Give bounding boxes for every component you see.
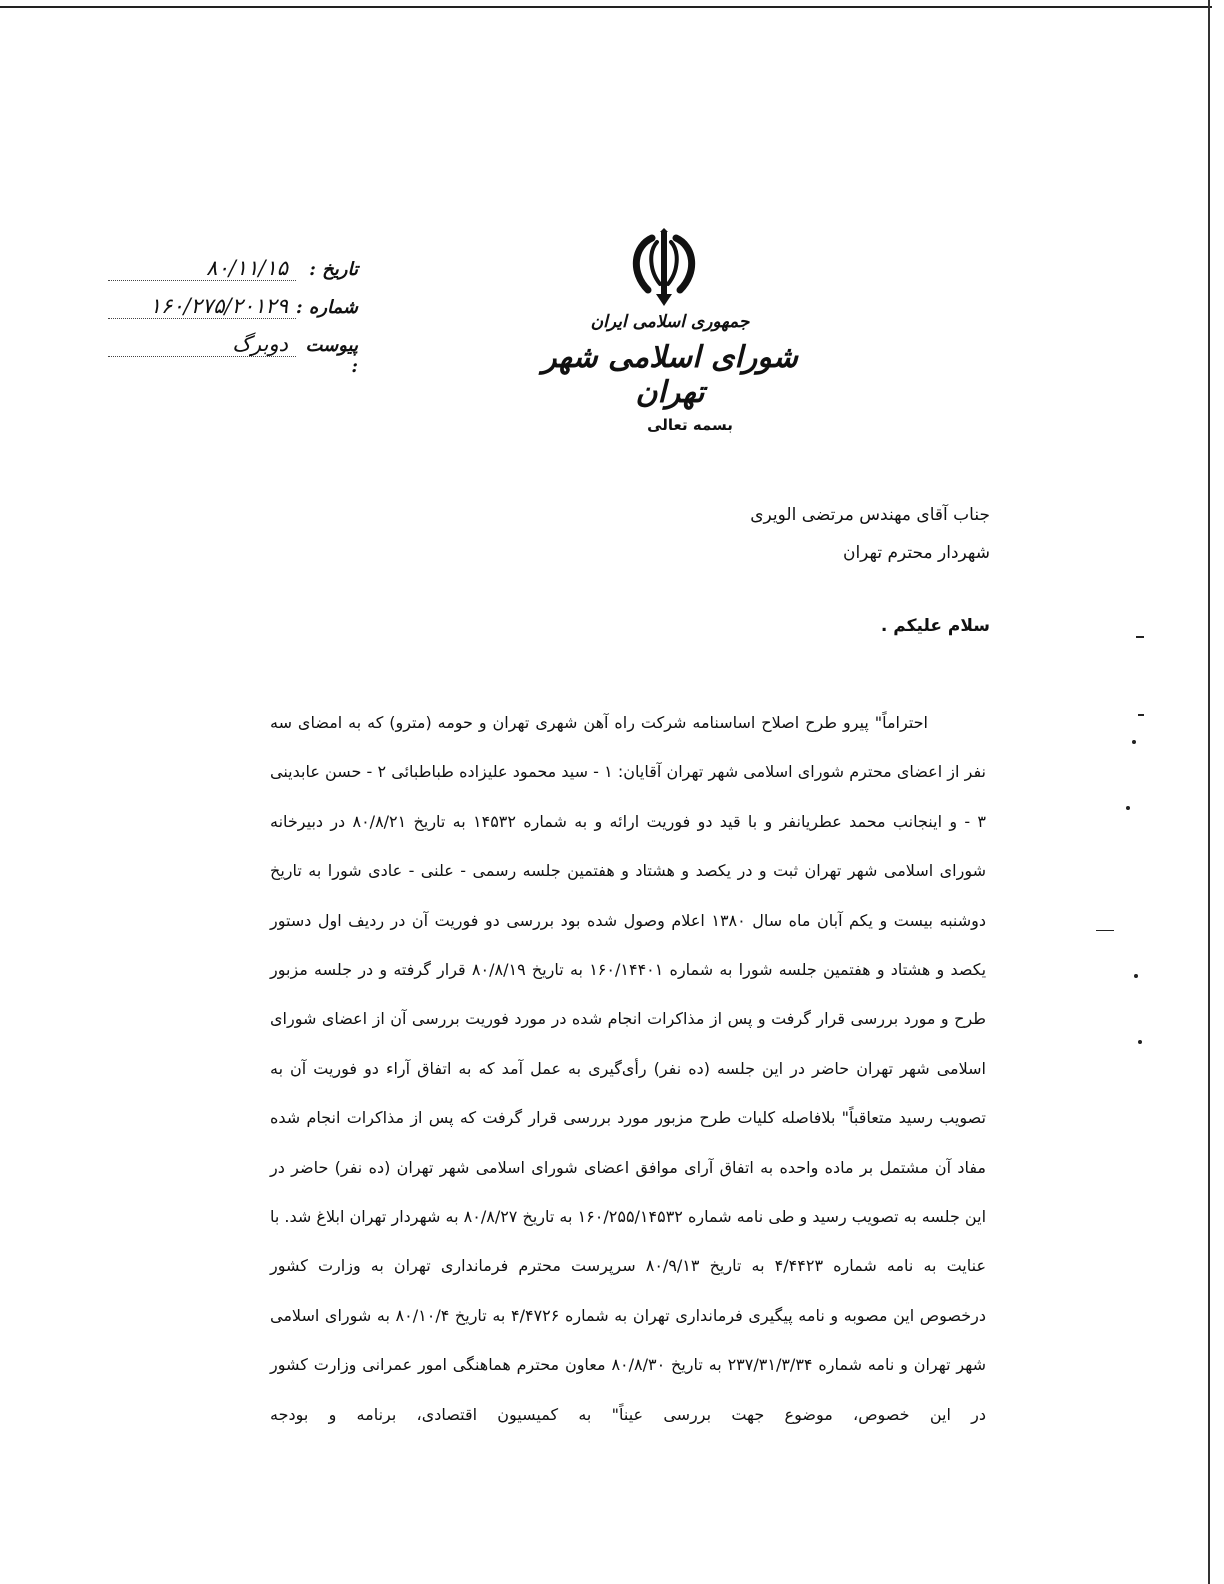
margin-dot: [1132, 740, 1136, 744]
letter-body: [270, 698, 986, 1439]
attachment-row: [108, 332, 358, 377]
body-paragraph: احتراماً" پیرو طرح اصلاح اساسنامه شرکت راه آهن شهری تهران و حومه (مترو) که به امضای سه نفر از اعضای محترم شورای اسلامی شهر تهران آقایان: ۱ - سید محمود علیزاده طباطبائی ۲ - حسن عابدینی ۳ - و اینجانب محمد عطریانفر و با قید دو فوریت ارائه و به شماره ۱۴۵۳۲ به تاریخ ۸۰/۸/۲۱ در دبیرخانه شورای اسلامی شهر تهران ثبت و در یکصد و هشتاد و هفتمین جلسه رسمی - علنی - عادی شورا به تاریخ دوشنبه بیست و یکم آبان ماه سال ۱۳۸۰ اعلام وصول شده بود بررسی دو فوریت آن در ردیف اول دستور یکصد و هشتاد و هفتمین جلسه شورا به شماره ۱۶۰/۱۴۴۰۱ به تاریخ ۸۰/۸/۱۹ قرار گرفته و در جلسه مزبور طرح و مورد بررسی قرار گرفت و پس از مذاکرات انجام شده در مورد فوریت بررسی آن از اعضای شورای اسلامی شهر تهران حاضر در این جلسه (ده نفر) رأی‌گیری به عمل آمد که به اتفاق آراء دو فوریت آن به تصویب رسید متعاقباً" بلافاصله کلیات طرح مزبور مورد بررسی قرار گرفت که پس از مذاکرات انجام شده مفاد آن مشتمل بر ماده واحده به اتفاق آرای موافق اعضای شورای اسلامی شهر تهران (ده نفر) حاضر در این جلسه به تصویب رسید و طی نامه شماره ۱۶۰/۲۵۵/۱۴۵۳۲ به تاریخ ۸۰/۸/۲۷ به شهردار تهران ابلاغ شد. با عنایت به نامه شماره ۴/۴۴۲۳ به تاریخ ۸۰/۹/۱۳ سرپرست محترم فرمانداری تهران به وزارت کشور درخصوص این مصوبه و نامه پیگیری فرمانداری تهران به شماره ۴/۴۷۲۶ به تاریخ ۸۰/۱۰/۴ به شورای اسلامی شهر تهران و نامه شماره ۲۳۷/۳۱/۳/۳۴ به تاریخ ۸۰/۸/۳۰ معاون محترم هماهنگی امور عمرانی وزارت کشور در این خصوص، موضوع جهت بررسی عیناً" به کمیسیون اقتصادی، برنامه و بودجه: [270, 713, 987, 1424]
margin-dot: [1126, 806, 1130, 810]
salutation: سلام علیکم .: [880, 616, 990, 636]
number-value: ۱۶۰/۲۷۵/۲۰۱۲۹: [108, 294, 296, 319]
letter-meta: [108, 256, 358, 377]
iran-emblem-icon: [622, 228, 706, 312]
margin-mark: [1136, 636, 1144, 638]
margin-mark: [1096, 930, 1114, 931]
margin-mark: [1138, 714, 1144, 716]
number-label: شماره :: [295, 297, 358, 318]
date-row: [108, 256, 358, 294]
attachment-label: پیوست :: [305, 335, 358, 377]
addressee-title: شهردار محترم تهران: [842, 543, 990, 563]
republic-title: جمهوری اسلامی ایران: [590, 312, 750, 332]
right-border-line: [1208, 0, 1210, 1584]
date-value: ۸۰/۱۱/۱۵: [108, 256, 296, 281]
margin-dot: [1134, 974, 1138, 978]
council-title: شورای اسلامی شهر تهران: [542, 340, 798, 410]
top-border-line: [0, 6, 1212, 8]
addressee-name: جناب آقای مهندس مرتضی الویری: [750, 505, 990, 525]
margin-dot: [1138, 1040, 1142, 1044]
letterhead: [540, 312, 800, 434]
attachment-value: دوبرگ: [108, 332, 296, 357]
besmeh-text: بسمه تعالی: [647, 416, 733, 434]
addressee: [750, 496, 990, 572]
number-row: [108, 294, 358, 332]
date-label: تاریخ :: [309, 259, 358, 280]
